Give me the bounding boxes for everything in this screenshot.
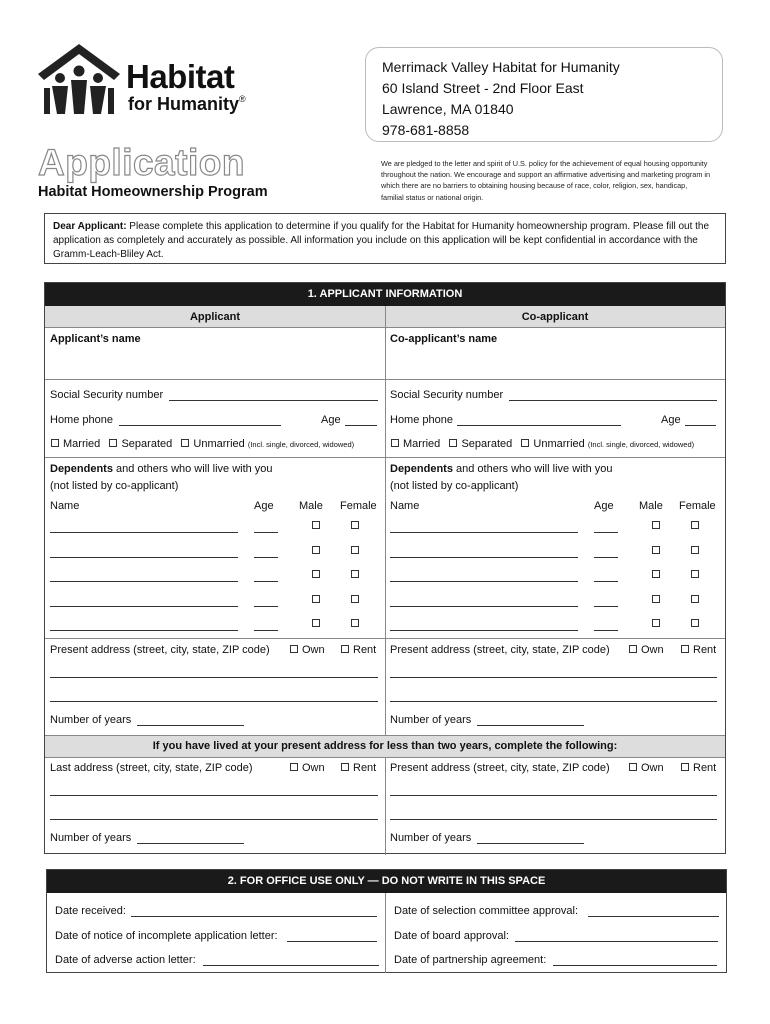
applicant-own-option: Own bbox=[290, 644, 325, 657]
applicant-dependent-age-field[interactable] bbox=[254, 557, 278, 558]
two-years-note: If you have lived at your present address for less than two years, complete the following: bbox=[45, 735, 725, 758]
applicant-last-address-line[interactable] bbox=[50, 819, 378, 820]
page-title: Application bbox=[38, 142, 245, 183]
applicant-column-header: Applicant bbox=[189, 311, 241, 323]
applicant-years-label: Number of years bbox=[50, 714, 132, 726]
applicant-ssn-field[interactable] bbox=[169, 400, 378, 401]
habitat-logo bbox=[38, 44, 248, 120]
dep-male-header: Male bbox=[299, 500, 323, 512]
applicant-last-address-label: Last address (street, city, state, ZIP code) bbox=[50, 762, 253, 774]
section-2-header: 2. FOR OFFICE USE ONLY — DO NOT WRITE IN THIS SPACE bbox=[47, 870, 726, 893]
coapplicant-age-field[interactable] bbox=[685, 425, 716, 426]
column-divider-lower bbox=[385, 757, 386, 855]
applicant-dependent-male-checkbox[interactable] bbox=[312, 595, 320, 603]
instructions-text: Please complete this application to determine if you qualify for the Habitat for Humanity homeownership program. Please fill out the application as completely and accurately as possible. All information you include on this application will be kept confidential in accordance with the Gramm-Leach-Bliley Act. bbox=[53, 221, 710, 260]
dep-female-header: Female bbox=[340, 500, 377, 512]
applicant-age-field[interactable] bbox=[345, 425, 377, 426]
organization-address bbox=[365, 47, 723, 142]
section-1-header: 1. APPLICANT INFORMATION bbox=[45, 283, 725, 306]
coapplicant-dependent-male-checkbox[interactable] bbox=[652, 570, 660, 578]
coapplicant-dependent-female-checkbox[interactable] bbox=[691, 619, 699, 627]
column-divider bbox=[385, 306, 386, 736]
rent-checkbox[interactable] bbox=[681, 645, 689, 653]
dep-name-header: Name bbox=[390, 500, 420, 512]
coapplicant-dependent-female-checkbox[interactable] bbox=[691, 570, 699, 578]
date-adverse-field[interactable] bbox=[203, 965, 379, 966]
address-line-1: Merrimack Valley Habitat for Humanity bbox=[382, 59, 620, 75]
unmarried-checkbox[interactable] bbox=[181, 439, 189, 447]
coapplicant-dependent-name-field[interactable] bbox=[390, 532, 578, 533]
house-people-icon bbox=[38, 44, 120, 116]
equal-housing-policy: We are pledged to the letter and spirit of U.S. policy for the achievement of equal housing opportunity throughout the nation. We encourage and support an affirmative advertising and marketing program in which there are no barriers to obtaining housing because of race, color, religion, sex, handicap, familial status or national origin. bbox=[381, 159, 711, 202]
date-selection-label: Date of selection committee approval: bbox=[394, 905, 579, 917]
coapplicant-dependent-female-checkbox[interactable] bbox=[691, 546, 699, 554]
own-checkbox[interactable] bbox=[629, 645, 637, 653]
coapplicant-last-address-line[interactable] bbox=[390, 819, 717, 820]
coapplicant-age-label: Age bbox=[661, 414, 681, 426]
coapplicant-own-option: Own bbox=[629, 644, 664, 657]
applicant-dependent-name-field[interactable] bbox=[50, 557, 238, 558]
dep-name-header: Name bbox=[50, 500, 80, 512]
date-board-field[interactable] bbox=[515, 941, 718, 942]
applicant-last-years-field[interactable] bbox=[137, 843, 244, 844]
coapplicant-column-header: Co-applicant bbox=[521, 311, 589, 323]
coapplicant-address-line[interactable] bbox=[390, 677, 717, 678]
date-partnership-field[interactable] bbox=[553, 965, 717, 966]
date-board-label: Date of board approval: bbox=[394, 930, 509, 942]
applicant-dependent-name-field[interactable] bbox=[50, 532, 238, 533]
applicant-dependent-name-field[interactable] bbox=[50, 581, 238, 582]
coapplicant-last-address-line[interactable] bbox=[390, 795, 717, 796]
applicant-dependent-male-checkbox[interactable] bbox=[312, 619, 320, 627]
applicant-dependent-age-field[interactable] bbox=[254, 532, 278, 533]
applicant-dependent-male-checkbox[interactable] bbox=[312, 570, 320, 578]
applicant-last-years-label: Number of years bbox=[50, 832, 132, 844]
married-checkbox[interactable] bbox=[51, 439, 59, 447]
applicant-dependent-female-checkbox[interactable] bbox=[351, 546, 359, 554]
applicant-dependent-age-field[interactable] bbox=[254, 630, 278, 631]
column-divider bbox=[385, 893, 386, 973]
logo-word-for-humanity: for Humanity® bbox=[128, 94, 246, 114]
row-divider bbox=[45, 379, 725, 380]
page-subtitle: Habitat Homeownership Program bbox=[38, 184, 268, 200]
applicant-address-line[interactable] bbox=[50, 677, 378, 678]
coapplicant-dependent-age-field[interactable] bbox=[594, 557, 618, 558]
applicant-dependent-female-checkbox[interactable] bbox=[351, 521, 359, 529]
coapplicant-dependent-female-checkbox[interactable] bbox=[691, 595, 699, 603]
coapplicant-dependents-label: Dependents and others who will live with you bbox=[390, 463, 613, 475]
coapplicant-dependent-male-checkbox[interactable] bbox=[652, 619, 660, 627]
own-checkbox[interactable] bbox=[290, 763, 298, 771]
date-received-label: Date received: bbox=[55, 905, 126, 917]
applicant-dependent-female-checkbox[interactable] bbox=[351, 570, 359, 578]
date-notice-field[interactable] bbox=[287, 941, 377, 942]
coapplicant-ssn-label: Social Security number bbox=[390, 389, 504, 401]
rent-checkbox[interactable] bbox=[341, 645, 349, 653]
applicant-phone-field[interactable] bbox=[119, 425, 281, 426]
coapplicant-last-address-label: Present address (street, city, state, ZIP code) bbox=[390, 762, 610, 774]
coapplicant-ssn-field[interactable] bbox=[509, 400, 717, 401]
date-received-field[interactable] bbox=[131, 916, 377, 917]
applicant-address-line[interactable] bbox=[50, 701, 378, 702]
row-divider bbox=[45, 638, 725, 639]
coapplicant-dependent-male-checkbox[interactable] bbox=[652, 546, 660, 554]
applicant-dependents-label: Dependents and others who will live with you bbox=[50, 463, 273, 475]
applicant-dependent-female-checkbox[interactable] bbox=[351, 619, 359, 627]
dep-age-header: Age bbox=[594, 500, 614, 512]
coapplicant-last-years-label: Number of years bbox=[390, 832, 472, 844]
address-line-3: Lawrence, MA 01840 bbox=[382, 101, 514, 117]
applicant-name-label: Applicant’s name bbox=[50, 333, 141, 345]
instructions-box bbox=[44, 213, 726, 264]
coapplicant-not-listed-note: (not listed by co-applicant) bbox=[390, 480, 519, 492]
separated-checkbox[interactable] bbox=[109, 439, 117, 447]
coapplicant-dependent-name-field[interactable] bbox=[390, 606, 578, 607]
applicant-dependent-male-checkbox[interactable] bbox=[312, 521, 320, 529]
applicant-age-label: Age bbox=[321, 414, 341, 426]
coapplicant-years-field[interactable] bbox=[477, 725, 584, 726]
applicant-information-section bbox=[44, 282, 726, 854]
coapplicant-dependent-female-checkbox[interactable] bbox=[691, 521, 699, 529]
applicant-marital-status: Married Separated Unmarried (Incl. single, divorced, widowed) bbox=[51, 438, 354, 451]
address-phone: 978-681-8858 bbox=[382, 122, 470, 138]
applicant-ssn-label: Social Security number bbox=[50, 389, 164, 401]
date-partnership-label: Date of partnership agreement: bbox=[394, 954, 547, 966]
coapplicant-phone-field[interactable] bbox=[457, 425, 621, 426]
applicant-dependent-age-field[interactable] bbox=[254, 606, 278, 607]
coapplicant-rent-option: Rent bbox=[681, 644, 716, 657]
own-checkbox[interactable] bbox=[290, 645, 298, 653]
applicant-last-address-line[interactable] bbox=[50, 795, 378, 796]
coapplicant-dependent-name-field[interactable] bbox=[390, 581, 578, 582]
rent-checkbox[interactable] bbox=[341, 763, 349, 771]
coapplicant-dependent-age-field[interactable] bbox=[594, 630, 618, 631]
applicant-present-address-label: Present address (street, city, state, ZIP code) bbox=[50, 644, 270, 656]
coapplicant-dependent-male-checkbox[interactable] bbox=[652, 595, 660, 603]
applicant-phone-label: Home phone bbox=[50, 414, 113, 426]
applicant-dependent-age-field[interactable] bbox=[254, 581, 278, 582]
office-use-section bbox=[46, 869, 727, 973]
dep-age-header: Age bbox=[254, 500, 274, 512]
date-adverse-label: Date of adverse action letter: bbox=[55, 954, 196, 966]
coapplicant-name-label: Co-applicant’s name bbox=[390, 333, 498, 345]
unmarried-checkbox[interactable] bbox=[521, 439, 529, 447]
dep-male-header: Male bbox=[639, 500, 663, 512]
applicant-not-listed-note: (not listed by co-applicant) bbox=[50, 480, 179, 492]
coapplicant-dependent-age-field[interactable] bbox=[594, 532, 618, 533]
date-selection-field[interactable] bbox=[588, 916, 719, 917]
rent-checkbox[interactable] bbox=[681, 763, 689, 771]
applicant-last-own-option: Own bbox=[290, 762, 325, 775]
separated-checkbox[interactable] bbox=[449, 439, 457, 447]
applicant-years-field[interactable] bbox=[137, 725, 244, 726]
coapplicant-dependent-age-field[interactable] bbox=[594, 581, 618, 582]
coapplicant-dependent-name-field[interactable] bbox=[390, 630, 578, 631]
row-divider bbox=[45, 457, 725, 458]
applicant-last-rent-option: Rent bbox=[341, 762, 376, 775]
married-checkbox[interactable] bbox=[391, 439, 399, 447]
dep-female-header: Female bbox=[679, 500, 716, 512]
applicant-dependent-name-field[interactable] bbox=[50, 606, 238, 607]
coapplicant-dependent-male-checkbox[interactable] bbox=[652, 521, 660, 529]
address-line-2: 60 Island Street - 2nd Floor East bbox=[382, 80, 584, 96]
coapplicant-phone-label: Home phone bbox=[390, 414, 453, 426]
coapplicant-last-rent-option: Rent bbox=[681, 762, 716, 775]
coapplicant-years-label: Number of years bbox=[390, 714, 472, 726]
own-checkbox[interactable] bbox=[629, 763, 637, 771]
coapplicant-present-address-label: Present address (street, city, state, ZIP code) bbox=[390, 644, 610, 656]
date-notice-label: Date of notice of incomplete application letter: bbox=[55, 930, 278, 942]
applicant-dependent-male-checkbox[interactable] bbox=[312, 546, 320, 554]
coapplicant-last-own-option: Own bbox=[629, 762, 664, 775]
logo-word-habitat: Habitat bbox=[126, 58, 235, 95]
applicant-rent-option: Rent bbox=[341, 644, 376, 657]
applicant-dependent-female-checkbox[interactable] bbox=[351, 595, 359, 603]
coapplicant-dependent-name-field[interactable] bbox=[390, 557, 578, 558]
applicant-dependent-name-field[interactable] bbox=[50, 630, 238, 631]
dear-applicant-lead: Dear Applicant: bbox=[53, 221, 127, 232]
coapplicant-last-years-field[interactable] bbox=[477, 843, 584, 844]
coapplicant-dependent-age-field[interactable] bbox=[594, 606, 618, 607]
coapplicant-address-line[interactable] bbox=[390, 701, 717, 702]
coapplicant-marital-status: Married Separated Unmarried (Incl. single, divorced, widowed) bbox=[391, 438, 694, 451]
